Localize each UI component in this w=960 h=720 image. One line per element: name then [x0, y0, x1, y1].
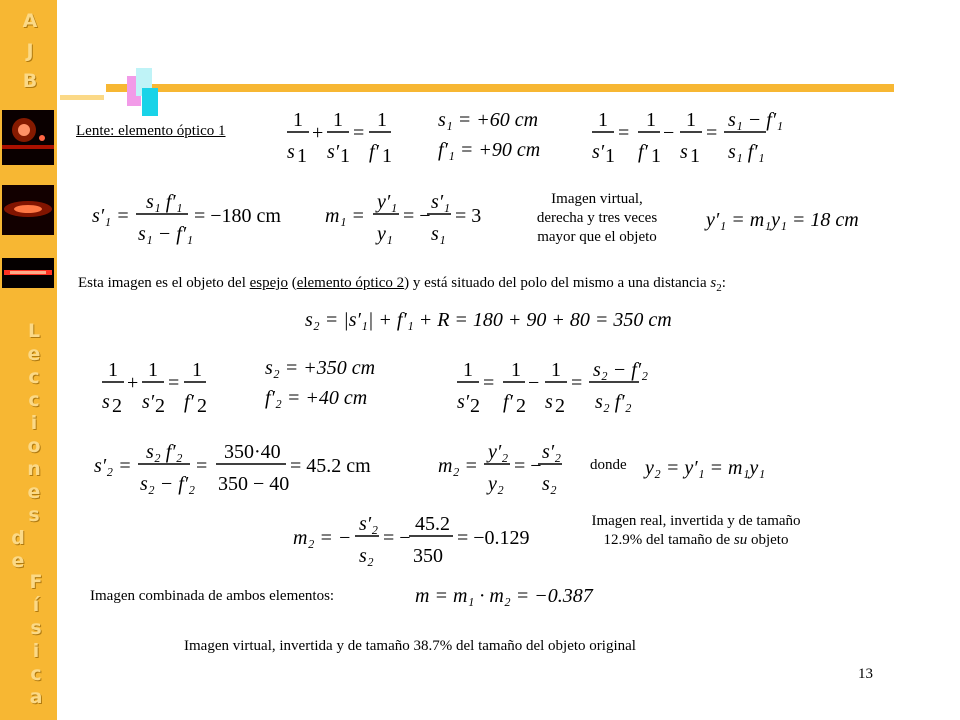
- svg-text:1: 1: [297, 145, 307, 167]
- elemento-optico-2-link[interactable]: elemento óptico 2: [296, 275, 405, 291]
- svg-text:=: =: [196, 455, 208, 477]
- distance-subscript: 2: [716, 282, 722, 294]
- equation-s2-prime: [90, 436, 390, 500]
- equation-mirror-rearranged: [455, 354, 649, 418]
- sidebar-letter: e: [27, 481, 41, 503]
- m2-result: = −0.129: [457, 527, 530, 549]
- lente-label: Lente: elemento óptico 1: [76, 123, 226, 139]
- svg-text:f′: f′: [369, 141, 379, 163]
- sidebar-letter: s: [28, 504, 40, 526]
- svg-text:=: =: [618, 122, 630, 144]
- m1-result: = 3: [455, 205, 482, 227]
- svg-text:1: 1: [651, 145, 661, 167]
- equation-lens-rearranged: [590, 104, 784, 168]
- svg-text:2: 2: [516, 395, 526, 417]
- thumbnail-optics-3: [2, 258, 54, 288]
- virtual-note-line: derecha y tres veces: [536, 210, 658, 226]
- svg-text:1: 1: [108, 359, 118, 381]
- sidebar-letter: d: [11, 527, 25, 549]
- svg-text:1: 1: [690, 145, 700, 167]
- svg-text:s₂ f′₂: s₂ f′₂: [595, 391, 632, 413]
- virtual-note-line: mayor que el objeto: [537, 229, 657, 245]
- svg-text:=: =: [168, 372, 180, 394]
- svg-text:1: 1: [192, 359, 202, 381]
- thumbnail-optics-1: [2, 110, 54, 165]
- svg-text:1: 1: [598, 109, 608, 131]
- equation-s1-prime: [88, 186, 298, 250]
- svg-text:s: s: [545, 391, 553, 413]
- f2-value: f′₂ = +40 cm: [265, 387, 368, 409]
- svg-text:s′₁ =: s′₁ =: [92, 205, 130, 227]
- svg-text:1: 1: [148, 359, 158, 381]
- svg-text:1: 1: [551, 359, 561, 381]
- svg-text:y₁: y₁: [377, 223, 393, 245]
- s1p-result: = −180 cm: [194, 205, 281, 227]
- sidebar-letter: A: [22, 10, 38, 32]
- svg-text:−: −: [528, 372, 540, 394]
- svg-text:=: =: [353, 122, 365, 144]
- m-combined: m = m₁ · m₂ = −0.387: [415, 585, 593, 607]
- espejo-link[interactable]: espejo: [249, 275, 288, 291]
- svg-text:2: 2: [197, 395, 207, 417]
- svg-text:s′₂: s′₂: [542, 441, 562, 463]
- svg-text:1: 1: [511, 359, 521, 381]
- sidebar-letter: F: [29, 571, 43, 593]
- svg-text:2: 2: [112, 395, 122, 417]
- sidebar-letter: c: [28, 366, 40, 388]
- svg-text:1: 1: [293, 109, 303, 131]
- svg-text:2: 2: [470, 395, 480, 417]
- s2p-numeric-num: 350·40: [224, 441, 281, 463]
- thumbnail-optics-2: [2, 185, 54, 235]
- equation-m-combined: [415, 580, 605, 612]
- sidebar-letter: i: [32, 640, 40, 662]
- real-note-text: objeto: [747, 532, 789, 548]
- equation-y1-prime: [706, 204, 866, 234]
- svg-text:s₁ f′₁: s₁ f′₁: [728, 141, 765, 163]
- real-note-line1: Imagen real, invertida y de tamaño: [591, 513, 801, 529]
- page-number: 13: [858, 666, 873, 682]
- combined-label: Imagen combinada de ambos elementos:: [90, 588, 335, 604]
- equation-m2-numeric: [293, 508, 543, 572]
- laser-image-3: [2, 258, 54, 288]
- m2-num: 45.2: [415, 513, 450, 535]
- svg-text:s: s: [680, 141, 688, 163]
- s1-value: s₁ = +60 cm: [438, 109, 539, 131]
- svg-text:f′: f′: [638, 141, 648, 163]
- logo-square-aqua: [142, 88, 158, 116]
- espejo-sentence: [78, 274, 726, 298]
- s2-value: s₂ = +350 cm: [265, 357, 376, 379]
- svg-text:s′: s′: [457, 391, 470, 413]
- svg-text:s′: s′: [592, 141, 605, 163]
- y2-relation: y₂ = y′₁ = m₁y₁: [645, 457, 766, 479]
- svg-text:f′: f′: [184, 391, 194, 413]
- svg-text:s₂: s₂: [359, 545, 374, 567]
- svg-text:1: 1: [463, 359, 473, 381]
- header-bar: [106, 84, 894, 92]
- sidebar-letter: i: [30, 412, 38, 434]
- equation-s2-sum: [305, 304, 672, 336]
- laser-image-1: [2, 110, 54, 165]
- equation-s2-f2-values: [265, 352, 395, 412]
- svg-text:= −: = −: [383, 527, 411, 549]
- svg-text:=: =: [483, 372, 495, 394]
- sidebar: [0, 0, 57, 720]
- svg-text:m₂ =: m₂ =: [438, 455, 478, 477]
- svg-text:=: =: [706, 122, 718, 144]
- svg-text:s₁: s₁: [431, 223, 446, 245]
- svg-text:s₂ f′₂: s₂ f′₂: [146, 441, 183, 463]
- svg-text:s′: s′: [142, 391, 155, 413]
- equation-y2: [645, 452, 775, 482]
- virtual-note-line: Imagen virtual,: [551, 191, 643, 207]
- real-note: [558, 512, 834, 550]
- svg-text:1: 1: [333, 109, 343, 131]
- svg-text:1: 1: [605, 145, 615, 167]
- svg-text:= −: = −: [403, 205, 431, 227]
- equation-lens-1: [285, 104, 395, 168]
- svg-text:s₂: s₂: [542, 473, 557, 495]
- sidebar-letter: e: [11, 550, 25, 572]
- real-note-line2: [558, 531, 834, 550]
- svg-text:s₁ f′₁: s₁ f′₁: [146, 191, 183, 213]
- sidebar-letter: e: [27, 343, 41, 365]
- svg-text:s₂ − f′₂: s₂ − f′₂: [593, 359, 649, 381]
- sidebar-letter: J: [26, 40, 34, 62]
- svg-text:s′₁: s′₁: [431, 191, 451, 213]
- s2-sum: s₂ = |s′₁| + f′₁ + R = 180 + 90 + 80 = 350 cm: [305, 309, 672, 331]
- equation-m2: [438, 436, 578, 500]
- espejo-text: Esta imagen es el objeto del: [78, 275, 250, 291]
- sidebar-letter: s: [30, 617, 42, 639]
- svg-text:1: 1: [646, 109, 656, 131]
- svg-text:s₂ − f′₂: s₂ − f′₂: [140, 473, 196, 495]
- sidebar-letter: c: [28, 389, 40, 411]
- sidebar-letter: c: [30, 663, 42, 685]
- svg-text:y′₂: y′₂: [488, 441, 509, 463]
- svg-text:m₁ =: m₁ =: [325, 205, 365, 227]
- conclusion: Imagen virtual, invertida y de tamaño 38.7% del tamaño del objeto original: [184, 638, 636, 654]
- svg-text:−: −: [663, 122, 675, 144]
- equation-s1-f1-values: [438, 104, 558, 164]
- laser-image-2: [2, 185, 54, 235]
- svg-text:s′: s′: [327, 141, 340, 163]
- donde-label: donde: [590, 457, 627, 473]
- svg-text:s′₂: s′₂: [359, 513, 379, 535]
- sidebar-letter: a: [29, 686, 43, 708]
- svg-text:s: s: [287, 141, 295, 163]
- s2p-numeric-den: 350 − 40: [218, 473, 290, 495]
- svg-text:y′₁: y′₁: [377, 191, 398, 213]
- svg-text:f′: f′: [503, 391, 513, 413]
- svg-text:2: 2: [155, 395, 165, 417]
- real-note-text: 12.9% del tamaño de: [603, 532, 734, 548]
- svg-text:s: s: [102, 391, 110, 413]
- virtual-note: [508, 190, 686, 247]
- header-bar-tail: [60, 95, 104, 100]
- sidebar-letter: í: [32, 594, 40, 616]
- espejo-text: (: [287, 275, 297, 291]
- y1p-result: y′₁ = m₁y₁ = 18 cm: [706, 209, 859, 231]
- svg-text:1: 1: [686, 109, 696, 131]
- sidebar-letter: B: [22, 70, 38, 92]
- svg-text:=: =: [571, 372, 583, 394]
- svg-text:m₂ = −: m₂ = −: [293, 527, 352, 549]
- svg-text:s₁ − f′₁: s₁ − f′₁: [138, 223, 194, 245]
- svg-text:1: 1: [377, 109, 387, 131]
- m2-den: 350: [413, 545, 443, 567]
- svg-text:+: +: [312, 122, 324, 144]
- svg-text:s₁ − f′₁: s₁ − f′₁: [728, 109, 784, 131]
- svg-text:s′₂ =: s′₂ =: [94, 455, 132, 477]
- f1-value: f′₁ = +90 cm: [438, 139, 541, 161]
- svg-text:y₂: y₂: [488, 473, 504, 495]
- espejo-text: :: [721, 275, 726, 291]
- real-note-emphasis: su: [733, 532, 748, 548]
- sidebar-letter: n: [27, 458, 41, 480]
- distance-variable: s: [710, 275, 717, 291]
- sidebar-letter: o: [27, 435, 41, 457]
- equation-mirror-1: [100, 354, 210, 418]
- s2p-result: = 45.2 cm: [290, 455, 371, 477]
- sidebar-letter: L: [27, 320, 41, 342]
- espejo-text: ) y está situado del polo del mismo a una distancia: [404, 275, 711, 291]
- svg-text:+: +: [127, 372, 139, 394]
- svg-text:1: 1: [382, 145, 392, 167]
- svg-text:2: 2: [555, 395, 565, 417]
- svg-text:1: 1: [340, 145, 350, 167]
- svg-text:= −: = −: [514, 455, 542, 477]
- equation-m1: [325, 186, 485, 250]
